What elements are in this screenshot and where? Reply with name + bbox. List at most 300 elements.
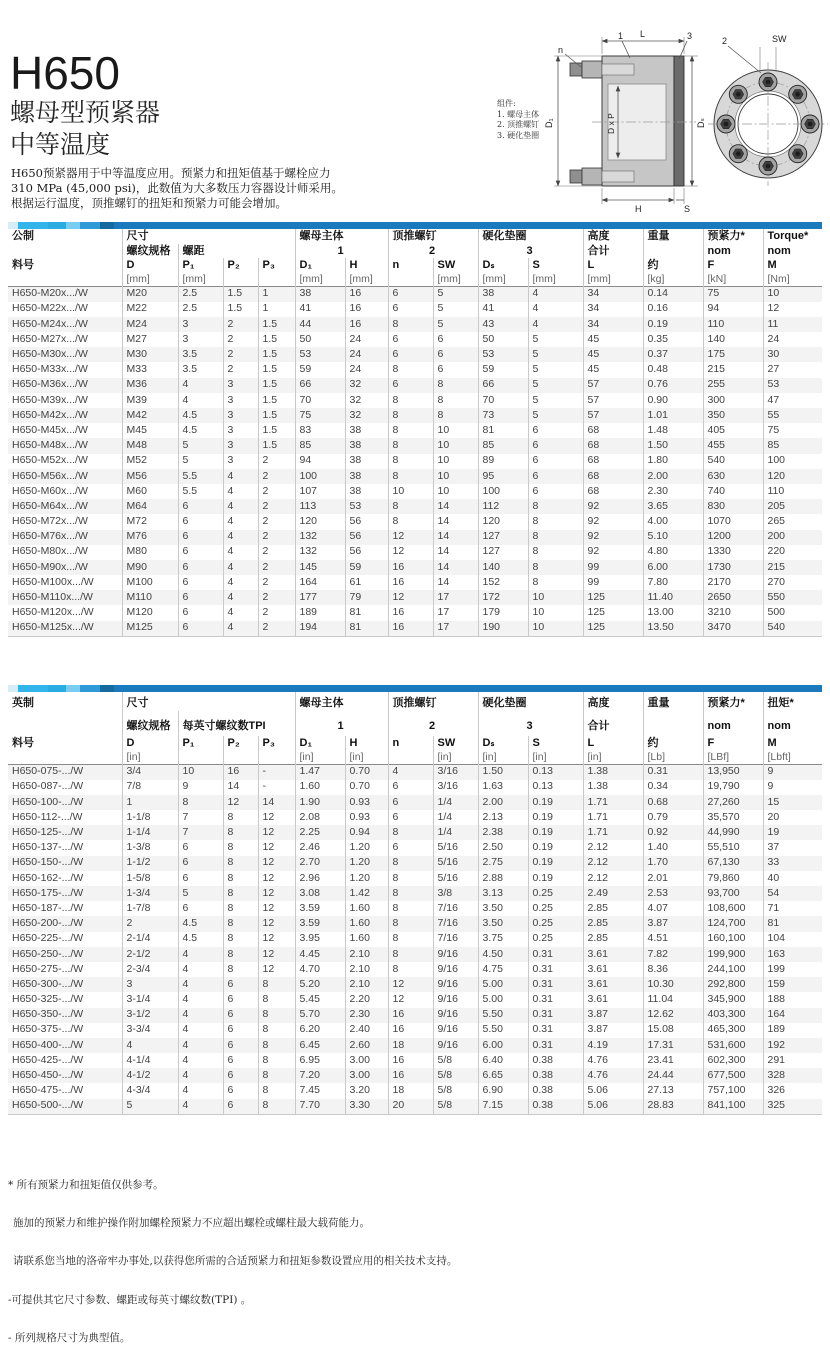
value-cell: 53: [478, 347, 528, 362]
column-unit: [in]: [295, 751, 345, 765]
column-unit: [in]: [583, 751, 643, 765]
value-cell: 19,790: [703, 780, 763, 795]
value-cell: 4-1/4: [122, 1053, 178, 1068]
value-cell: 107: [295, 484, 345, 499]
value-cell: 3.61: [583, 992, 643, 1007]
column-unit: [223, 751, 258, 765]
value-cell: 92: [583, 514, 643, 529]
value-cell: 0.31: [528, 947, 583, 962]
value-cell: 0.19: [528, 795, 583, 810]
sub-nom: nom: [703, 244, 763, 259]
column-label: S: [528, 258, 583, 273]
value-cell: 8: [258, 1023, 295, 1038]
value-cell: 45: [583, 347, 643, 362]
value-cell: 4: [223, 514, 258, 529]
value-cell: 27.13: [643, 1083, 703, 1098]
value-cell: 9: [763, 780, 822, 795]
value-cell: 45: [583, 332, 643, 347]
value-cell: 12: [258, 840, 295, 855]
value-cell: 1.80: [643, 454, 703, 469]
value-cell: 132: [295, 545, 345, 560]
value-cell: 4: [122, 1038, 178, 1053]
value-cell: 8: [223, 932, 258, 947]
technical-drawing: [480, 28, 830, 218]
value-cell: 5/8: [433, 1083, 478, 1098]
value-cell: 0.19: [528, 871, 583, 886]
value-cell: 6: [388, 795, 433, 810]
table-row: [8, 423, 822, 438]
part-number-header: 料号: [12, 737, 34, 749]
value-cell: M90: [122, 560, 178, 575]
value-cell: 108,600: [703, 901, 763, 916]
value-cell: M76: [122, 530, 178, 545]
value-cell: 4: [223, 590, 258, 605]
value-cell: 12: [258, 810, 295, 825]
value-cell: 94: [295, 454, 345, 469]
value-cell: 2.5: [178, 302, 223, 317]
dim-label-n: n: [558, 45, 564, 55]
value-cell: 0.31: [528, 992, 583, 1007]
value-cell: 0.19: [528, 840, 583, 855]
value-cell: 465,300: [703, 1023, 763, 1038]
value-cell: 2-3/4: [122, 962, 178, 977]
value-cell: 1.5: [258, 362, 295, 377]
value-cell: 4.19: [583, 1038, 643, 1053]
value-cell: 265: [763, 514, 822, 529]
value-cell: 1.5: [223, 286, 258, 302]
value-cell: 8: [223, 871, 258, 886]
part-number-cell: H650-075-.../W: [12, 765, 84, 778]
value-cell: 14: [433, 499, 478, 514]
value-cell: 1.50: [643, 438, 703, 453]
value-cell: 5.5: [178, 469, 223, 484]
footnotes: [8, 1153, 457, 1371]
value-cell: 13.50: [643, 621, 703, 637]
value-cell: 0.37: [643, 347, 703, 362]
part-number-cell: H650-M48x.../W: [12, 439, 88, 452]
part-label-2: 2: [722, 36, 728, 46]
value-cell: 8: [433, 393, 478, 408]
value-cell: 8: [528, 560, 583, 575]
value-cell: 1.20: [345, 871, 388, 886]
value-cell: 2: [258, 469, 295, 484]
value-cell: 0.13: [528, 780, 583, 795]
value-cell: 6: [388, 302, 433, 317]
value-cell: 12.62: [643, 1008, 703, 1023]
value-cell: 6: [178, 871, 223, 886]
value-cell: 1.47: [295, 764, 345, 780]
table-row: [8, 840, 822, 855]
value-cell: 199: [763, 962, 822, 977]
value-cell: 4.00: [643, 514, 703, 529]
value-cell: 6: [223, 1099, 258, 1115]
value-cell: 8: [223, 947, 258, 962]
column-label: n: [388, 258, 433, 273]
value-cell: 2.50: [478, 840, 528, 855]
part-number-cell: H650-M30x.../W: [12, 348, 88, 361]
value-cell: 4: [388, 764, 433, 780]
value-cell: 2.01: [643, 871, 703, 886]
value-cell: 6: [178, 590, 223, 605]
value-cell: 4.5: [178, 932, 223, 947]
part-number-cell: H650-450-.../W: [12, 1069, 84, 1082]
value-cell: 2.70: [295, 856, 345, 871]
column-unit: [in]: [122, 751, 178, 765]
value-cell: 73: [478, 408, 528, 423]
value-cell: 6: [178, 560, 223, 575]
table-row: [8, 560, 822, 575]
value-cell: 38: [345, 454, 388, 469]
table-row: [8, 810, 822, 825]
table-row: [8, 1099, 822, 1115]
value-cell: 6: [178, 840, 223, 855]
value-cell: 6: [178, 901, 223, 916]
value-cell: 0.31: [528, 1038, 583, 1053]
value-cell: 0.79: [643, 810, 703, 825]
column-unit: [Lbft]: [763, 751, 822, 765]
value-cell: 5: [528, 378, 583, 393]
value-cell: 2.30: [643, 484, 703, 499]
table-row: [8, 916, 822, 931]
value-cell: 14: [223, 780, 258, 795]
part-number-cell: H650-M36x.../W: [12, 378, 88, 391]
value-cell: 2-1/2: [122, 947, 178, 962]
dim-label-D1: D₁: [544, 118, 554, 128]
value-cell: 125: [583, 590, 643, 605]
value-cell: 1-1/2: [122, 856, 178, 871]
value-cell: 2: [258, 530, 295, 545]
table-row: [8, 992, 822, 1007]
table-row: [8, 871, 822, 886]
value-cell: 3.75: [478, 932, 528, 947]
value-cell: 345,900: [703, 992, 763, 1007]
value-cell: 4: [178, 1053, 223, 1068]
value-cell: 2.00: [643, 469, 703, 484]
value-cell: 3.5: [178, 362, 223, 377]
value-cell: 1-7/8: [122, 901, 178, 916]
value-cell: 19: [763, 825, 822, 840]
value-cell: 0.31: [643, 764, 703, 780]
value-cell: 2: [122, 916, 178, 931]
value-cell: 44: [295, 317, 345, 332]
group-jack-screw: 顶推螺钉: [388, 229, 478, 244]
column-label: 约: [643, 736, 703, 751]
value-cell: 4: [223, 530, 258, 545]
column-label: F: [703, 736, 763, 751]
part-number-cell: H650-M64x.../W: [12, 499, 88, 512]
value-cell: 2: [258, 454, 295, 469]
value-cell: 12: [258, 916, 295, 931]
value-cell: 4.45: [295, 947, 345, 962]
value-cell: 160,100: [703, 932, 763, 947]
value-cell: 92: [583, 499, 643, 514]
part-number-cell: H650-375-.../W: [12, 1023, 84, 1036]
value-cell: 4: [178, 378, 223, 393]
value-cell: 24: [345, 332, 388, 347]
value-cell: 2: [223, 362, 258, 377]
group-nut-body: 螺母主体: [295, 692, 388, 711]
value-cell: 1200: [703, 530, 763, 545]
part-number-cell: H650-M100x.../W: [12, 575, 94, 588]
value-cell: 132: [295, 530, 345, 545]
value-cell: 3: [178, 317, 223, 332]
value-cell: M64: [122, 499, 178, 514]
value-cell: 3: [178, 332, 223, 347]
value-cell: 403,300: [703, 1008, 763, 1023]
part-number-cell: H650-M45x.../W: [12, 423, 88, 436]
table-row: [8, 886, 822, 901]
value-cell: 12: [763, 302, 822, 317]
table-row: [8, 901, 822, 916]
column-unit: [mm]: [478, 273, 528, 287]
value-cell: 79,860: [703, 871, 763, 886]
group-jack-screw: 顶推螺钉: [388, 692, 478, 711]
value-cell: 215: [703, 362, 763, 377]
value-cell: 140: [703, 332, 763, 347]
table-row: [8, 302, 822, 317]
value-cell: 1.70: [643, 856, 703, 871]
value-cell: 8: [388, 825, 433, 840]
value-cell: 1.38: [583, 764, 643, 780]
group-height: 高度: [583, 692, 643, 711]
value-cell: 2: [258, 514, 295, 529]
value-cell: 6: [178, 621, 223, 637]
value-cell: 5.00: [478, 977, 528, 992]
value-cell: 38: [478, 286, 528, 302]
value-cell: 179: [478, 605, 528, 620]
part-number-cell: H650-M72x.../W: [12, 515, 88, 528]
value-cell: 10: [763, 286, 822, 302]
column-unit: [mm]: [583, 273, 643, 287]
column-label: P₃: [258, 736, 295, 751]
part-number-cell: H650-100-.../W: [12, 795, 84, 808]
value-cell: 255: [703, 378, 763, 393]
value-cell: 127: [478, 545, 528, 560]
value-cell: 1.48: [643, 423, 703, 438]
value-cell: 61: [345, 575, 388, 590]
value-cell: 3.00: [345, 1068, 388, 1083]
column-label: SW: [433, 258, 478, 273]
value-cell: 9/16: [433, 947, 478, 962]
column-label: D₁: [295, 736, 345, 751]
value-cell: M120: [122, 605, 178, 620]
value-cell: 4.76: [583, 1053, 643, 1068]
value-cell: 125: [583, 621, 643, 637]
value-cell: 6: [528, 438, 583, 453]
part-number-cell: H650-M60x.../W: [12, 484, 88, 497]
value-cell: 27: [763, 362, 822, 377]
page-title: H650: [10, 47, 120, 99]
value-cell: 79: [345, 590, 388, 605]
value-cell: 2.10: [345, 977, 388, 992]
value-cell: 6: [178, 856, 223, 871]
value-cell: 0.93: [345, 795, 388, 810]
value-cell: 45: [583, 362, 643, 377]
value-cell: 7.15: [478, 1099, 528, 1115]
value-cell: 2: [258, 484, 295, 499]
value-cell: 6.90: [478, 1083, 528, 1098]
column-label: F: [703, 258, 763, 273]
value-cell: 4: [223, 605, 258, 620]
value-cell: 4: [223, 545, 258, 560]
value-cell: 3.13: [478, 886, 528, 901]
value-cell: 2.40: [345, 1023, 388, 1038]
value-cell: 0.25: [528, 932, 583, 947]
table-row: [8, 362, 822, 377]
value-cell: 8: [388, 871, 433, 886]
column-label: P₁: [178, 258, 223, 273]
value-cell: 112: [478, 499, 528, 514]
sub-thread-spec: 螺纹规格: [122, 244, 178, 259]
value-cell: 5: [178, 886, 223, 901]
value-cell: 55,510: [703, 840, 763, 855]
front-view: [708, 34, 828, 186]
value-cell: 8.36: [643, 962, 703, 977]
value-cell: 12: [388, 545, 433, 560]
value-cell: 8: [258, 1053, 295, 1068]
value-cell: 1.71: [583, 810, 643, 825]
value-cell: 1.90: [295, 795, 345, 810]
column-label: L: [583, 736, 643, 751]
footnote-line: - 所列规格尺寸为典型值。: [8, 1332, 131, 1345]
value-cell: 35,570: [703, 810, 763, 825]
value-cell: 1: [122, 795, 178, 810]
table-row: [8, 1038, 822, 1053]
value-cell: 4: [223, 575, 258, 590]
value-cell: 12: [258, 871, 295, 886]
value-cell: 27,260: [703, 795, 763, 810]
value-cell: 1-3/4: [122, 886, 178, 901]
value-cell: 1.5: [258, 438, 295, 453]
value-cell: 145: [295, 560, 345, 575]
part-number-cell: H650-425-.../W: [12, 1053, 84, 1066]
value-cell: 85: [295, 438, 345, 453]
dim-label-SW: SW: [772, 34, 787, 44]
value-cell: 53: [345, 499, 388, 514]
value-cell: 4.76: [583, 1068, 643, 1083]
column-label: D: [122, 258, 178, 273]
value-cell: 38: [345, 423, 388, 438]
value-cell: 189: [763, 1023, 822, 1038]
value-cell: 57: [583, 408, 643, 423]
value-cell: 540: [763, 621, 822, 637]
value-cell: 1-1/4: [122, 825, 178, 840]
value-cell: 4: [223, 621, 258, 637]
column-unit: [mm]: [295, 273, 345, 287]
value-cell: 68: [583, 484, 643, 499]
value-cell: 1.38: [583, 780, 643, 795]
value-cell: 94: [703, 302, 763, 317]
value-cell: 3.50: [478, 916, 528, 931]
value-cell: 0.94: [345, 825, 388, 840]
value-cell: 70: [478, 393, 528, 408]
table-row: [8, 484, 822, 499]
intro-line: 根据运行温度，顶推螺钉的扭矩和预紧力可能会增加。: [11, 196, 287, 210]
value-cell: 16: [388, 1008, 433, 1023]
value-cell: 1.50: [478, 764, 528, 780]
value-cell: 164: [763, 1008, 822, 1023]
value-cell: 9/16: [433, 962, 478, 977]
value-cell: 7: [178, 825, 223, 840]
value-cell: 92: [583, 545, 643, 560]
part-number-cell: H650-325-.../W: [12, 993, 84, 1006]
value-cell: 8: [388, 408, 433, 423]
part-number-cell: H650-M24x.../W: [12, 317, 88, 330]
part-number-cell: H650-M22x.../W: [12, 302, 88, 315]
value-cell: 1: [258, 302, 295, 317]
value-cell: 10: [178, 764, 223, 780]
value-cell: 188: [763, 992, 822, 1007]
value-cell: 3.00: [345, 1053, 388, 1068]
column-label: P₃: [258, 258, 295, 273]
value-cell: 10: [433, 484, 478, 499]
value-cell: 0.14: [643, 286, 703, 302]
value-cell: 59: [295, 362, 345, 377]
value-cell: 100: [478, 484, 528, 499]
column-label: M: [763, 258, 822, 273]
part-number-cell: H650-150-.../W: [12, 856, 84, 869]
value-cell: 5: [122, 1099, 178, 1115]
value-cell: 4.07: [643, 901, 703, 916]
value-cell: 81: [478, 423, 528, 438]
column-label: Dₛ: [478, 258, 528, 273]
imperial-table-header: [8, 692, 822, 764]
value-cell: 32: [345, 393, 388, 408]
value-cell: 7/16: [433, 901, 478, 916]
value-cell: 630: [703, 469, 763, 484]
table-row: [8, 575, 822, 590]
value-cell: 328: [763, 1068, 822, 1083]
value-cell: 12: [258, 825, 295, 840]
value-cell: 2650: [703, 590, 763, 605]
value-cell: 1/4: [433, 810, 478, 825]
value-cell: 0.31: [528, 1023, 583, 1038]
value-cell: 1.20: [345, 856, 388, 871]
part-number-cell: H650-M39x.../W: [12, 393, 88, 406]
value-cell: 1.60: [345, 932, 388, 947]
value-cell: 2: [223, 317, 258, 332]
value-cell: 7.82: [643, 947, 703, 962]
value-cell: 4.5: [178, 423, 223, 438]
value-cell: 110: [703, 317, 763, 332]
column-unit: [in]: [345, 751, 388, 765]
value-cell: 3470: [703, 621, 763, 637]
value-cell: 172: [478, 590, 528, 605]
value-cell: 9/16: [433, 1023, 478, 1038]
value-cell: 6.40: [478, 1053, 528, 1068]
value-cell: 0.90: [643, 393, 703, 408]
value-cell: 2: [258, 560, 295, 575]
value-cell: 6: [223, 977, 258, 992]
part-number-cell: H650-300-.../W: [12, 977, 84, 990]
value-cell: 10.30: [643, 977, 703, 992]
value-cell: 215: [763, 560, 822, 575]
group-torque: Torque*: [763, 229, 822, 244]
value-cell: 8: [388, 469, 433, 484]
value-cell: 2.08: [295, 810, 345, 825]
value-cell: 24: [345, 362, 388, 377]
value-cell: 16: [388, 621, 433, 637]
sub-nom: nom: [703, 711, 763, 737]
value-cell: 0.16: [643, 302, 703, 317]
group-weight: 重量: [643, 692, 703, 711]
value-cell: 8: [433, 408, 478, 423]
value-cell: 2: [258, 545, 295, 560]
value-cell: 4.50: [478, 947, 528, 962]
value-cell: 11.04: [643, 992, 703, 1007]
value-cell: 34: [583, 286, 643, 302]
value-cell: 0.35: [643, 332, 703, 347]
